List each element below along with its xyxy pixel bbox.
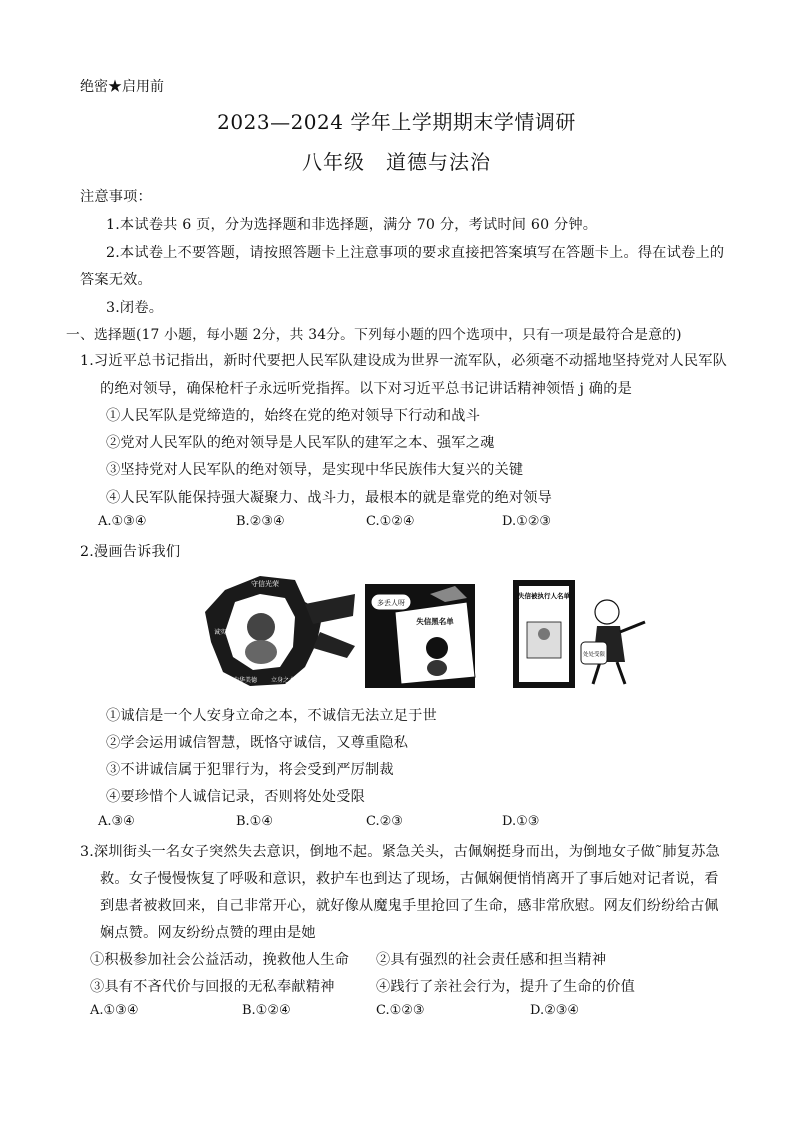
option-d: D.①②③ <box>502 514 552 529</box>
question-stem: 救。女子慢慢恢复了呼吸和意识，救护车也到达了现场，古佩娴便悄悄离开了事后她对记者说，看 <box>100 871 719 887</box>
secret-mark: 绝密★启用前 <box>80 79 164 95</box>
notice-item: 2.本试卷上不要答题，请按照答题卡上注意事项的要求直接把答案填写在答题卡上。得在试卷上的 <box>106 245 725 261</box>
option-b: B.②③④ <box>236 514 285 529</box>
notice-heading: 注意事项： <box>80 189 152 205</box>
statement: ②具有强烈的社会责任感和担当精神 <box>376 952 607 968</box>
section-heading: 一、选择题(17 小题，每小题 2分，共 34分。下列每小题的四个选项中，只有一项是最符合是意的) <box>66 327 682 343</box>
comic-panel-2 <box>365 584 475 688</box>
statement: ①诚信是一个人安身立命之本，不诚信无法立足于世 <box>106 708 437 724</box>
option-d: D.①③ <box>502 814 540 829</box>
comic-panel-3 <box>513 580 645 688</box>
comic-panel1-left-text: 诚实守信 <box>214 630 239 636</box>
question-stem: 3.深圳街头一名女子突然失去意识，倒地不起。紧急关头，古佩娴挺身而出，为倒地女子做˜肺复苏急 <box>80 844 720 860</box>
option-b: B.①②④ <box>242 1003 291 1018</box>
question-stem: 1.习近平总书记指出，新时代要把人民军队建设成为世界一流军队，必须毫不动摇地坚持党对人民军队 <box>80 353 727 369</box>
comic-panel-1 <box>205 576 355 686</box>
statement: ③坚持党对人民军队的绝对领导，是实现中华民族伟大复兴的关键 <box>106 462 524 478</box>
comic-panel1-top-text: 守信光荣 <box>251 581 279 588</box>
option-c: C.①②④ <box>366 514 415 529</box>
exam-subtitle: 八年级 道德与法治 <box>302 150 491 174</box>
notice-item: 1.本试卷共 6 页，分为选择题和非选择题，满分 70 分，考试时间 60 分钟。 <box>106 217 598 233</box>
option-a: A.①③④ <box>90 1003 139 1018</box>
comic-panel1-bottom-text: 中华美德 <box>233 678 258 684</box>
option-b: B.①④ <box>236 814 273 829</box>
comic-panel2-list-title: 失信黑名单 <box>416 617 454 626</box>
statement: ③具有不吝代价与回报的无私奉献精神 <box>90 979 335 995</box>
statement: ③不讲诚信属于犯罪行为，将会受到严厉制裁 <box>106 762 394 778</box>
statement: ①积极参加社会公益活动，挽救他人生命 <box>90 952 349 968</box>
question-stem: 2.漫画告诉我们 <box>80 544 181 560</box>
comic-panel1-bottom-text: 立身之本 <box>271 678 296 684</box>
statement: ②党对人民军队的绝对领导是人民军队的建军之本、强军之魂 <box>106 435 495 451</box>
notice-item: 3.闭卷。 <box>106 300 164 316</box>
statement: ①人民军队是党缔造的，始终在党的绝对领导下行动和战斗 <box>106 408 481 424</box>
question-stem: 到患者被救回来，自己非常开心，就好像从魔鬼手里抢回了生命，感非常欣慰。网友们纷纷给古佩 <box>100 898 719 914</box>
comic-panel3-bubble: 处处受限 <box>582 652 606 658</box>
question-stem: 的绝对领导，确保枪杆子永远听党指挥。以下对习近平总书记讲话精神领悟 j 确的是 <box>100 381 632 397</box>
statement: ④要珍惜个人诚信记录，否则将处处受限 <box>106 789 365 805</box>
option-c: C.①②③ <box>376 1003 425 1018</box>
notice-item: 答案无效。 <box>80 272 152 288</box>
statement: ②学会运用诚信智慧，既恪守诚信，又尊重隐私 <box>106 735 409 751</box>
statement: ④人民军队能保持强大凝聚力、战斗力，最根本的就是靠党的绝对领导 <box>106 490 553 506</box>
comic-panel3-sign: 失信被执行人名单 <box>518 593 570 600</box>
comic-panel2-bubble: 多丢人呀 <box>377 600 405 607</box>
option-d: D.②③④ <box>530 1003 580 1018</box>
option-c: C.②③ <box>366 814 403 829</box>
exam-title: 2023—2024 学年上学期期末学情调研 <box>217 110 576 134</box>
option-a: A.③④ <box>98 814 135 829</box>
option-a: A.①③④ <box>98 514 147 529</box>
statement: ④践行了亲社会行为，提升了生命的价值 <box>376 979 635 995</box>
comic-illustration <box>205 572 655 690</box>
question-stem: 娴点赞。网友纷纷点赞的理由是她 <box>100 925 316 941</box>
